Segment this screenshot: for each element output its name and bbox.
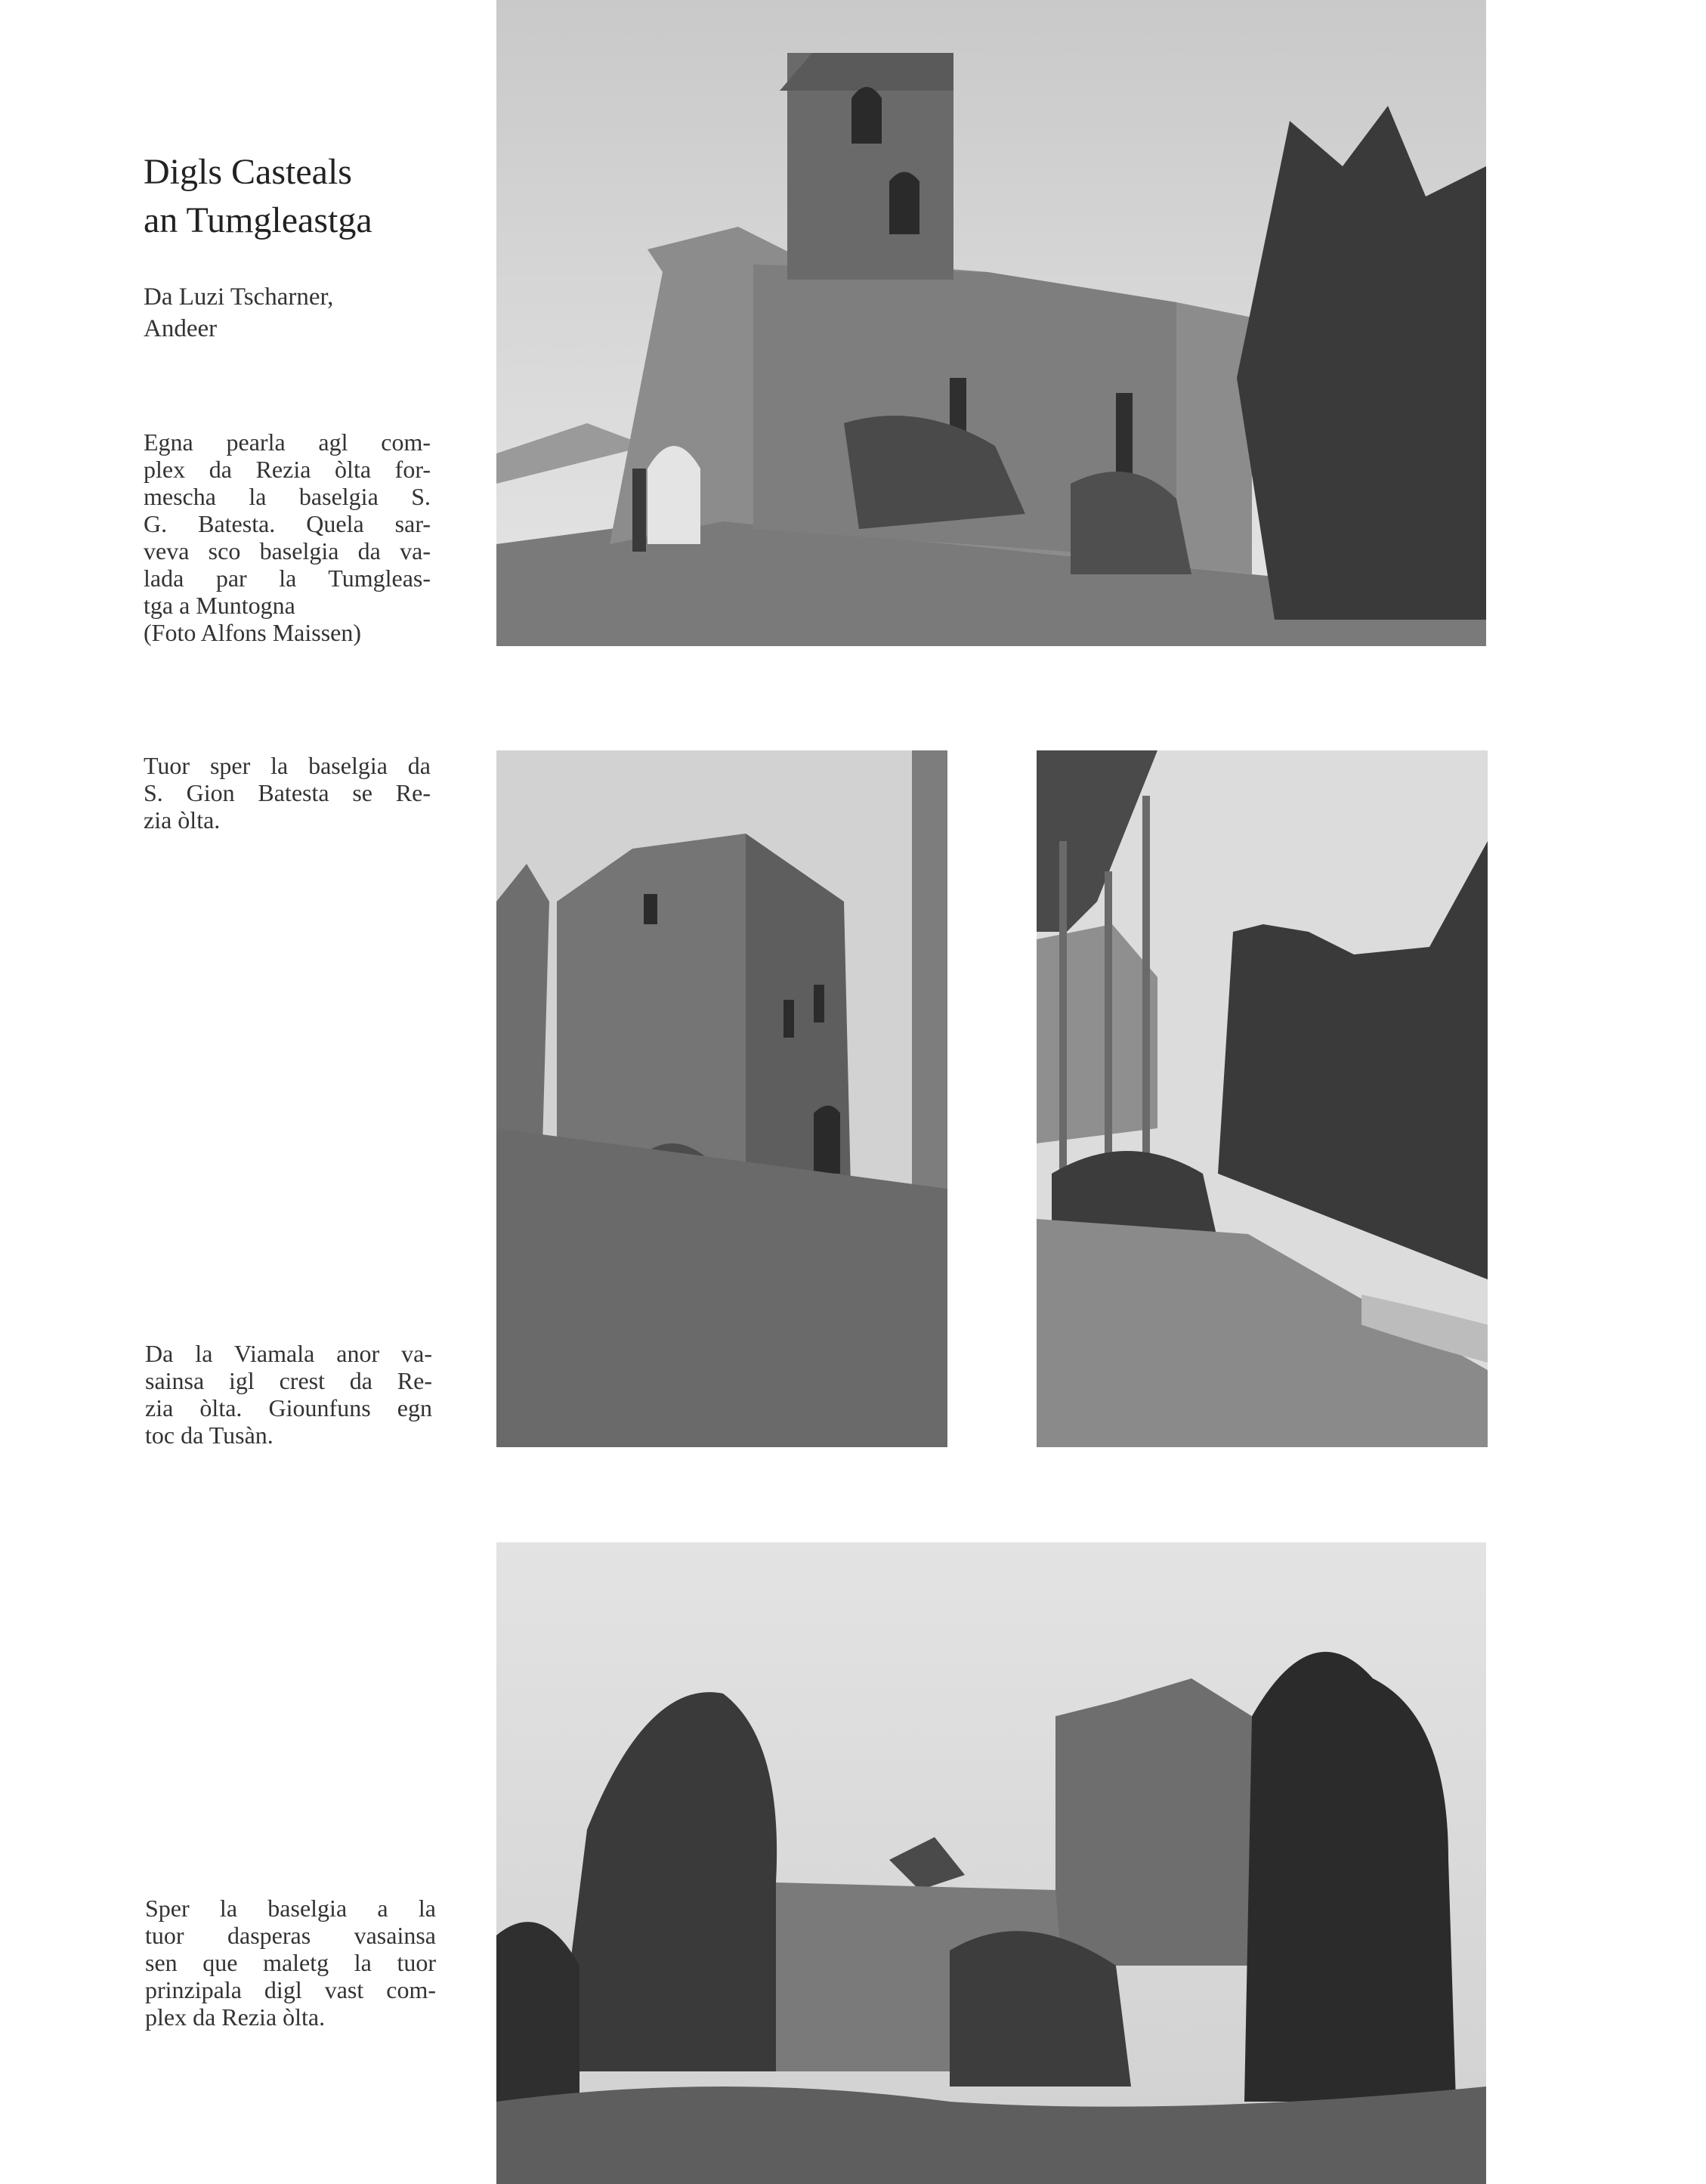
caption-line: zia òlta. Giounfuns egn [145, 1394, 432, 1421]
caption-line: prinzipala digl vast com- [145, 1976, 436, 2003]
caption-line: S. Gion Batesta se Re- [144, 779, 431, 806]
photo-stone-tower [496, 750, 947, 1447]
article-title [144, 148, 476, 245]
caption-line: zia òlta. [144, 806, 221, 834]
caption-line: tuor dasperas vasainsa [145, 1922, 436, 1949]
caption-tower [144, 752, 431, 834]
title-line: Digls Casteals [144, 152, 352, 192]
caption-line: mescha la baselgia S. [144, 483, 431, 510]
caption-line: (Foto Alfons Maissen) [144, 619, 361, 646]
caption-ruins [145, 1895, 436, 2031]
photo-viamala-gorge [1037, 750, 1488, 1447]
caption-line: sainsa igl crest da Re- [145, 1367, 432, 1394]
photo-church-ruin [496, 0, 1486, 646]
photo-main-tower [496, 1542, 1486, 2184]
author-byline [144, 281, 461, 345]
caption-line: plex da Rezia òlta for- [144, 456, 431, 483]
caption-line: plex da Rezia òlta. [145, 2003, 326, 2031]
caption-line: Tuor sper la baselgia da [144, 752, 431, 779]
caption-viamala [145, 1340, 432, 1449]
caption-line: G. Batesta. Quela sar- [144, 510, 431, 537]
caption-church [144, 428, 431, 646]
caption-line: Sper la baselgia a la [145, 1895, 436, 1922]
byline-line: Da Luzi Tscharner, [144, 283, 334, 311]
title-line: an Tumgleastga [144, 200, 372, 240]
caption-line: lada par la Tumgleas- [144, 565, 431, 592]
caption-line: Da la Viamala anor va- [145, 1340, 432, 1367]
caption-line: tga a Muntogna [144, 592, 295, 619]
caption-line: toc da Tusàn. [145, 1421, 274, 1449]
caption-line: sen que maletg la tuor [145, 1949, 436, 1976]
byline-line: Andeer [144, 315, 218, 342]
caption-line: Egna pearla agl com- [144, 428, 431, 456]
caption-line: veva sco baselgia da va- [144, 537, 431, 565]
